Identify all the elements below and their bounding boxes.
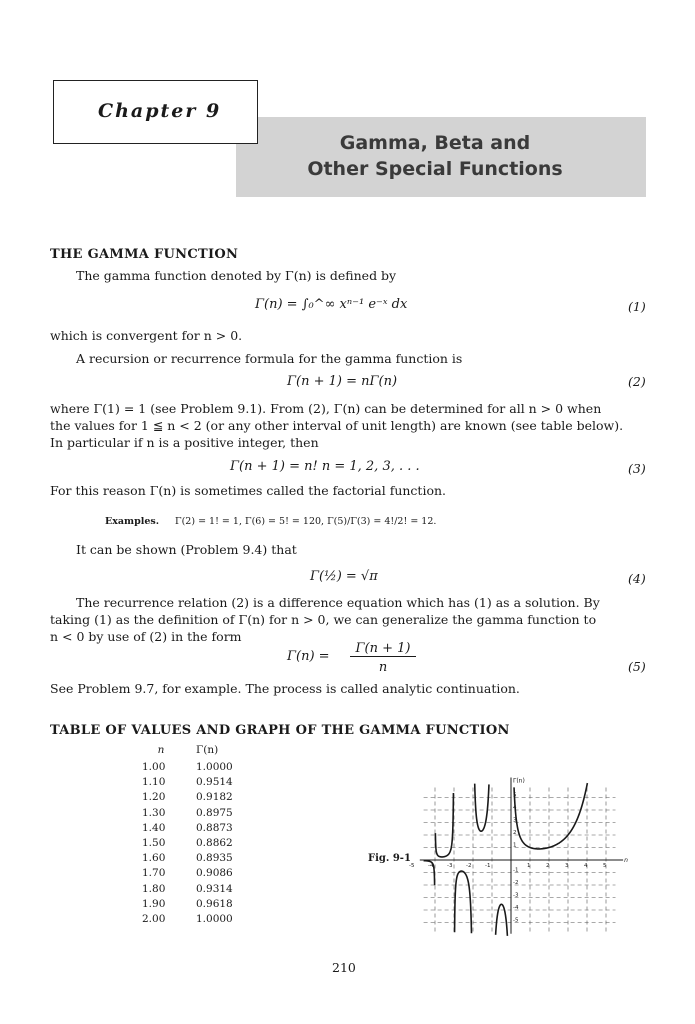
- shown-line: It can be shown (Problem 9.4) that: [76, 542, 297, 557]
- equation-5-numerator: Γ(n + 1): [350, 641, 416, 657]
- paragraph-2-line2: the values for 1 ≦ n < 2 (or any other interval of unit length) are known (see table below).: [50, 418, 624, 433]
- convergence-text: which is convergent for n > 0.: [50, 328, 243, 343]
- chapter-title-line1: Gamma, Beta and: [339, 132, 531, 154]
- y-tick-label: -3: [513, 892, 519, 899]
- table-cell-n: 1.70: [142, 867, 166, 880]
- equation-5-number: (5): [628, 659, 646, 674]
- equation-4: Γ(½) = √π: [310, 569, 378, 584]
- x-tick-label: -5: [409, 863, 415, 869]
- x-tick-label: 3: [565, 863, 569, 869]
- table-cell-gamma: 0.8935: [196, 852, 233, 865]
- table-cell-n: 1.50: [142, 836, 166, 849]
- table-cell-n: 1.30: [142, 806, 166, 819]
- gamma-curve-branch-0: [514, 783, 587, 849]
- chapter-title-line2: Other Special Functions: [307, 158, 563, 180]
- table-cell-gamma: 1.0000: [196, 912, 233, 925]
- table-cell-gamma: 0.9086: [196, 867, 233, 880]
- equation-5-lhs: Γ(n) =: [287, 649, 330, 664]
- table-cell-gamma: 0.9314: [196, 882, 233, 895]
- equation-2: Γ(n + 1) = nΓ(n): [287, 374, 398, 389]
- table-cell-n: 2.00: [142, 912, 166, 925]
- gamma-graph: [409, 750, 632, 945]
- y-tick-label: 3: [513, 817, 517, 824]
- examples-label: Examples.: [105, 516, 160, 527]
- table-column-gamma: [196, 761, 233, 928]
- continuation-text: See Problem 9.7, for example. The process is called analytic continuation.: [50, 681, 520, 696]
- x-tick-label: -2: [466, 863, 472, 869]
- y-tick-label: -4: [513, 905, 519, 911]
- paragraph-3-line1: The recurrence relation (2) is a difference equation which has (1) as a solution. By: [76, 595, 600, 610]
- y-axis-label: Γ(n): [513, 777, 525, 785]
- gamma-curve-branch-1: [496, 904, 508, 936]
- factorial-line: For this reason Γ(n) is sometimes called the factorial function.: [50, 483, 446, 498]
- table-header-n: n: [157, 744, 165, 756]
- y-tick-label: 1: [513, 842, 517, 849]
- table-cell-n: 1.00: [142, 761, 166, 773]
- table-cell-n: 1.90: [142, 897, 166, 910]
- x-tick-label: 2: [546, 863, 550, 869]
- equation-4-number: (4): [628, 571, 646, 586]
- recursion-intro: A recursion or recurrence formula for the gamma function is: [76, 351, 463, 366]
- table-cell-gamma: 0.8862: [196, 836, 233, 849]
- paragraph-2-line3: In particular if n is a positive integer, then: [50, 435, 319, 450]
- x-tick-label: -3: [447, 863, 453, 869]
- equation-3-number: (3): [628, 461, 646, 476]
- paragraph-3-line3: n < 0 by use of (2) in the form: [50, 629, 242, 644]
- gamma-curve-branch-3: [455, 871, 472, 933]
- section-heading-gamma: THE GAMMA FUNCTION: [50, 247, 239, 262]
- page-number: 210: [332, 960, 356, 975]
- table-cell-gamma: 1.0000: [196, 761, 233, 773]
- equation-2-number: (2): [628, 374, 646, 389]
- x-tick-label: -4: [428, 863, 434, 869]
- y-tick-label: 4: [513, 805, 517, 811]
- table-cell-gamma: 0.8873: [196, 821, 233, 834]
- section-heading-table: TABLE OF VALUES AND GRAPH OF THE GAMMA FUNCTION: [50, 723, 510, 738]
- x-tick-label: -1: [485, 863, 491, 869]
- x-tick-label: 5: [603, 863, 607, 869]
- table-cell-gamma: 0.8975: [196, 806, 233, 819]
- y-tick-label: 2: [513, 830, 517, 836]
- table-cell-gamma: 0.9182: [196, 791, 233, 804]
- paragraph-2: [50, 400, 645, 451]
- table-cell-n: 1.10: [142, 776, 166, 789]
- chapter-label: Chapter 9: [98, 100, 222, 122]
- chapter-title: [270, 130, 600, 182]
- examples-text: Γ(2) = 1! = 1, Γ(6) = 5! = 120, Γ(5)/Γ(3) = 4!/2! = 12.: [175, 516, 437, 527]
- table-header-gamma: Γ(n): [196, 744, 219, 756]
- y-tick-label: -1: [513, 867, 519, 874]
- table-cell-n: 1.80: [142, 882, 166, 895]
- table-cell-gamma: 0.9618: [196, 897, 233, 910]
- paragraph-3: [50, 594, 645, 645]
- gamma-curve-branch-2: [475, 784, 489, 832]
- table-column-n: [142, 761, 165, 928]
- x-axis-label: n: [624, 857, 628, 864]
- equation-1-number: (1): [628, 299, 646, 314]
- figure-caption: Fig. 9-1: [368, 853, 411, 864]
- y-tick-label: 5: [513, 792, 517, 799]
- y-tick-label: -2: [513, 880, 519, 886]
- table-cell-n: 1.60: [142, 852, 166, 865]
- equation-1: Γ(n) = ∫₀^∞ xⁿ⁻¹ e⁻ˣ dx: [255, 297, 408, 312]
- table-cell-n: 1.20: [142, 791, 166, 804]
- equation-3: Γ(n + 1) = n! n = 1, 2, 3, . . .: [230, 459, 420, 474]
- table-cell-n: 1.40: [142, 821, 166, 834]
- equation-5-denominator: n: [378, 660, 388, 675]
- y-tick-label: -5: [513, 917, 519, 924]
- paragraph-3-line2: taking (1) as the definition of Γ(n) for n > 0, we can generalize the gamma function to: [50, 612, 597, 627]
- x-tick-label: 1: [527, 863, 531, 869]
- intro-paragraph: The gamma function denoted by Γ(n) is defined by: [76, 268, 397, 283]
- table-cell-gamma: 0.9514: [196, 776, 233, 789]
- x-tick-label: 4: [584, 863, 588, 869]
- paragraph-2-line1: where Γ(1) = 1 (see Problem 9.1). From (2), Γ(n) can be determined for all n > 0 when: [50, 401, 602, 416]
